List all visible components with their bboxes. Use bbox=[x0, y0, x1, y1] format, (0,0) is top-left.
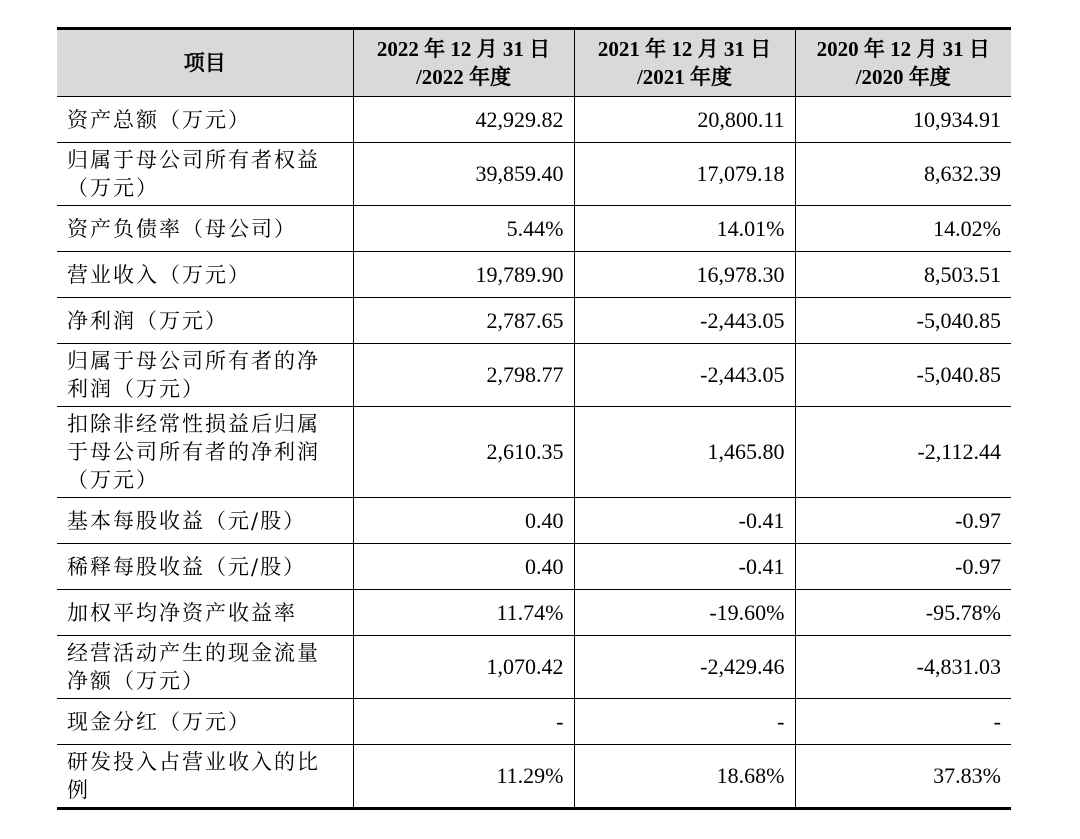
value-2022: 19,789.90 bbox=[353, 252, 574, 298]
row-label: 归属于母公司所有者的净利润（万元） bbox=[57, 344, 353, 407]
row-label: 扣除非经常性损益后归属于母公司所有者的净利润（万元） bbox=[57, 407, 353, 498]
header-item: 项目 bbox=[57, 29, 353, 97]
table-row bbox=[57, 498, 1011, 544]
table-row bbox=[57, 206, 1011, 252]
row-label: 加权平均净资产收益率 bbox=[57, 590, 353, 636]
row-label: 现金分红（万元） bbox=[57, 699, 353, 745]
value-2022: 11.74% bbox=[353, 590, 574, 636]
row-label: 研发投入占营业收入的比例 bbox=[57, 745, 353, 809]
value-2020: -5,040.85 bbox=[795, 298, 1011, 344]
row-label: 稀释每股收益（元/股） bbox=[57, 544, 353, 590]
value-2020: 37.83% bbox=[795, 745, 1011, 809]
value-2022: 2,798.77 bbox=[353, 344, 574, 407]
value-2021: -0.41 bbox=[574, 498, 795, 544]
value-2022: 1,070.42 bbox=[353, 636, 574, 699]
value-2022: 42,929.82 bbox=[353, 97, 574, 143]
value-2022: 5.44% bbox=[353, 206, 574, 252]
header-2022: 2022 年 12 月 31 日 /2022 年度 bbox=[353, 29, 574, 97]
value-2021: 17,079.18 bbox=[574, 143, 795, 206]
value-2021: 18.68% bbox=[574, 745, 795, 809]
value-2022: 0.40 bbox=[353, 498, 574, 544]
value-2021: -2,443.05 bbox=[574, 298, 795, 344]
table-row bbox=[57, 97, 1011, 143]
value-2020: 10,934.91 bbox=[795, 97, 1011, 143]
table-row bbox=[57, 745, 1011, 809]
value-2021: -0.41 bbox=[574, 544, 795, 590]
row-label: 资产总额（万元） bbox=[57, 97, 353, 143]
table-row bbox=[57, 699, 1011, 745]
value-2020: -5,040.85 bbox=[795, 344, 1011, 407]
value-2021: -2,443.05 bbox=[574, 344, 795, 407]
value-2020: 8,503.51 bbox=[795, 252, 1011, 298]
value-2022: 11.29% bbox=[353, 745, 574, 809]
row-label: 归属于母公司所有者权益（万元） bbox=[57, 143, 353, 206]
table-row bbox=[57, 298, 1011, 344]
value-2022: 0.40 bbox=[353, 544, 574, 590]
value-2022: - bbox=[353, 699, 574, 745]
value-2020: -4,831.03 bbox=[795, 636, 1011, 699]
value-2020: -0.97 bbox=[795, 544, 1011, 590]
value-2020: -95.78% bbox=[795, 590, 1011, 636]
row-label: 经营活动产生的现金流量净额（万元） bbox=[57, 636, 353, 699]
row-label: 资产负债率（母公司） bbox=[57, 206, 353, 252]
value-2021: -2,429.46 bbox=[574, 636, 795, 699]
value-2020: - bbox=[795, 699, 1011, 745]
header-2021: 2021 年 12 月 31 日 /2021 年度 bbox=[574, 29, 795, 97]
value-2022: 39,859.40 bbox=[353, 143, 574, 206]
value-2021: 20,800.11 bbox=[574, 97, 795, 143]
header-2020: 2020 年 12 月 31 日 /2020 年度 bbox=[795, 29, 1011, 97]
value-2022: 2,610.35 bbox=[353, 407, 574, 498]
table-row bbox=[57, 590, 1011, 636]
value-2021: 16,978.30 bbox=[574, 252, 795, 298]
table-header-row bbox=[57, 29, 1011, 97]
value-2021: - bbox=[574, 699, 795, 745]
row-label: 营业收入（万元） bbox=[57, 252, 353, 298]
financial-table-container bbox=[57, 27, 1011, 810]
row-label: 净利润（万元） bbox=[57, 298, 353, 344]
financial-data-table bbox=[57, 27, 1011, 810]
table-row bbox=[57, 544, 1011, 590]
value-2020: 14.02% bbox=[795, 206, 1011, 252]
table-row bbox=[57, 252, 1011, 298]
table-row bbox=[57, 636, 1011, 699]
value-2021: 1,465.80 bbox=[574, 407, 795, 498]
table-row bbox=[57, 143, 1011, 206]
table-row bbox=[57, 344, 1011, 407]
value-2021: -19.60% bbox=[574, 590, 795, 636]
value-2020: -2,112.44 bbox=[795, 407, 1011, 498]
value-2020: -0.97 bbox=[795, 498, 1011, 544]
row-label: 基本每股收益（元/股） bbox=[57, 498, 353, 544]
table-row bbox=[57, 407, 1011, 498]
value-2021: 14.01% bbox=[574, 206, 795, 252]
value-2022: 2,787.65 bbox=[353, 298, 574, 344]
value-2020: 8,632.39 bbox=[795, 143, 1011, 206]
